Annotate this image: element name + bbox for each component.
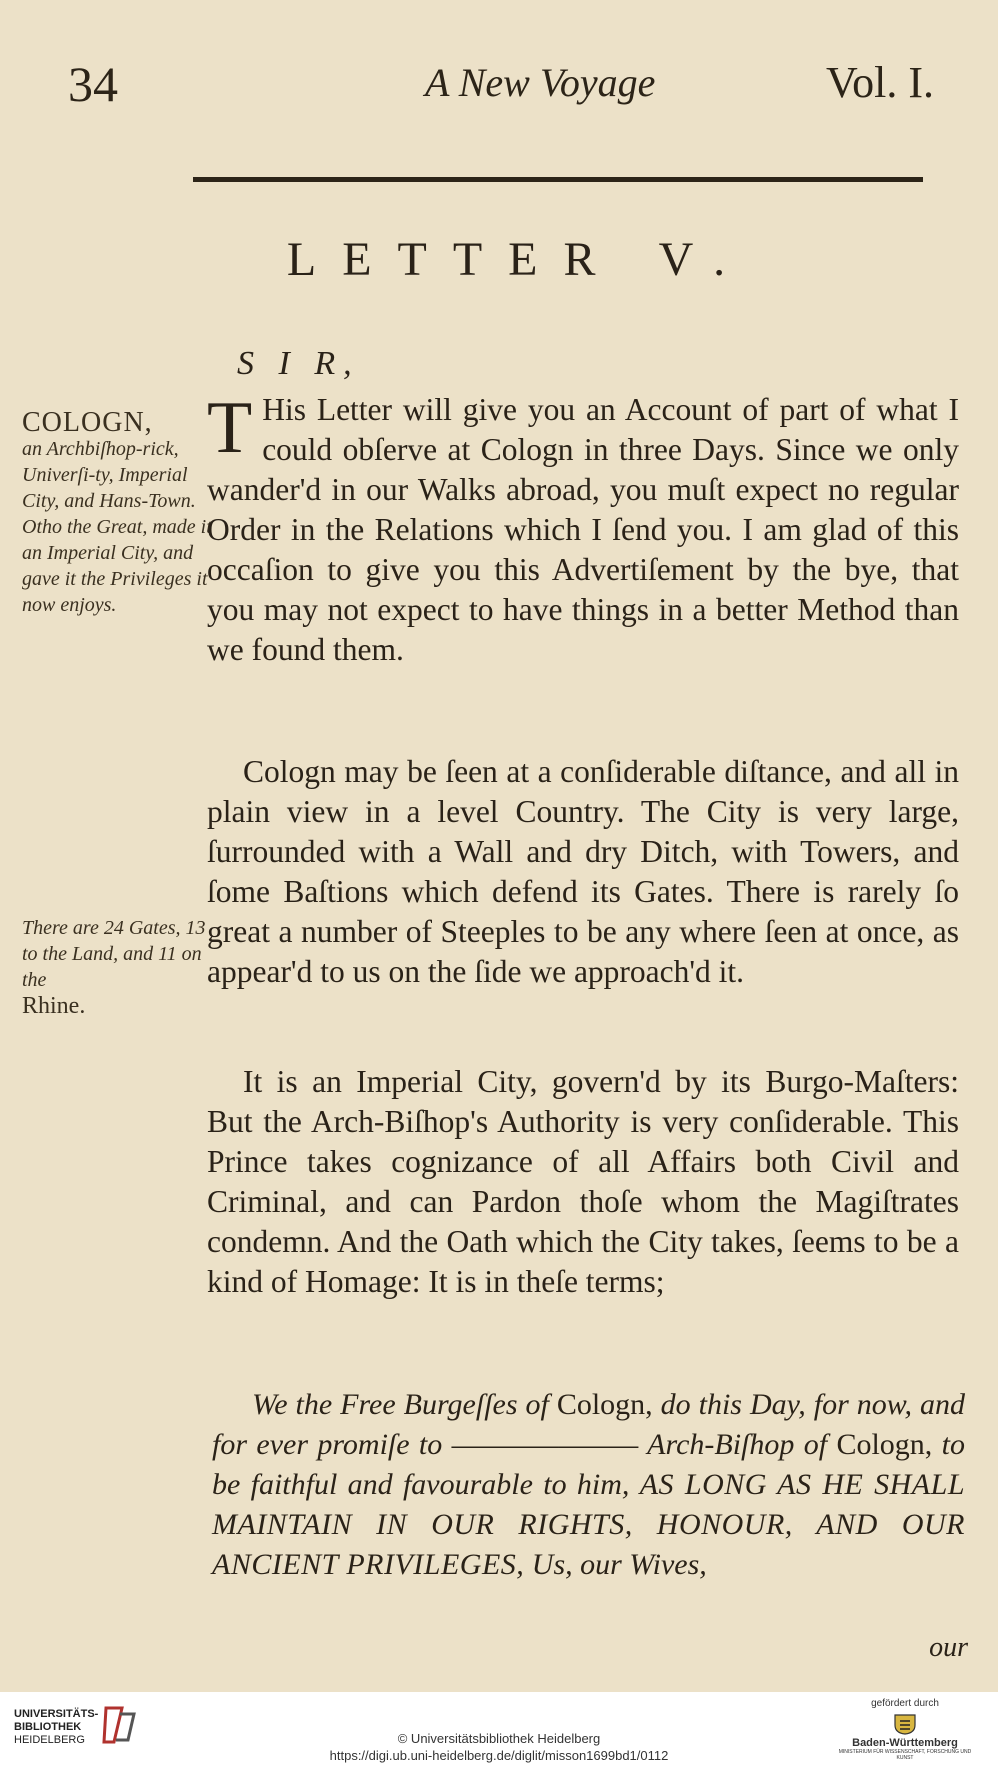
library-name-2: BIBLIOTHEK <box>14 1721 82 1733</box>
letter-title: LETTER V. <box>286 233 752 286</box>
margin-note-cologn <box>22 407 212 618</box>
header-rule <box>193 177 923 182</box>
paragraph-3: It is an Imperial City, govern'd by its Burgo-Maſters: But the Arch-Biſhop's Authority is very conſiderable. This Prince takes cognizance of all Affairs both Civil and Criminal, and can Pardon thoſe whom the Magiſtrates condemn. And the Oath which the City takes, ſeems to be a kind of Homage: It is in theſe terms; <box>207 1064 959 1299</box>
volume-label: Vol. I. <box>826 58 934 107</box>
paragraph-text: His Letter will give you an Account of part of what I could obſerve at Cologn in three Days. Since we only wander'd in our Walks abroad, you muſt expect no regular Order in the Relations which I ſend you. I am glad of this occaſion to give you this Advertiſement by the bye, that you may not expect to have things in a better Method than we found them. <box>207 392 959 667</box>
running-header <box>0 55 998 115</box>
funded-by-label: gefördert durch <box>871 1698 939 1709</box>
oath-text <box>212 1385 965 1585</box>
funder-block <box>830 1698 980 1761</box>
running-title: A New Voyage <box>425 60 656 105</box>
funder-subtitle: MINISTERIUM FÜR WISSENSCHAFT, FORSCHUNG UND KUNST <box>838 1749 972 1761</box>
oath-part: Us, our Wives, <box>531 1548 707 1581</box>
drop-cap: T <box>207 387 253 469</box>
margin-note-text: an Archbiſhop-rick, Univerſi-ty, Imperial City, and Hans-Town. Otho the Great, made it an Imperial City, and gave it the Privileges it now enjoys. <box>22 438 212 616</box>
funder-name: Baden-Württemberg <box>852 1737 958 1749</box>
library-name-3: HEIDELBERG <box>14 1734 85 1746</box>
paragraph-2: Cologn may be ſeen at a conſiderable diſtance, and all in plain view in a level Country. The City is very large, ſurrounded with a Wall and dry Ditch, with Towers, and ſome Baſtions which defend its Gates. There is rarely ſo great a number of Steeples to be any where ſeen at once, as appear'd to us on the ſide we approach'd it. <box>207 754 959 989</box>
footer-bar <box>0 1692 998 1765</box>
oath-cologn: Cologn, <box>556 1388 653 1421</box>
page-number: 34 <box>68 56 118 112</box>
coat-of-arms-icon <box>891 1713 919 1735</box>
catchword: our <box>929 1632 968 1663</box>
margin-note-gates <box>22 915 212 1019</box>
permalink[interactable]: https://digi.ub.uni-heidelberg.de/diglit/misson1699bd1/0112 <box>329 1748 669 1763</box>
oath-part: to be faithful and favourable to him, <box>212 1428 966 1501</box>
library-name-1: UNIVERSITÄTS- <box>14 1708 99 1720</box>
margin-note-text: There are 24 Gates, 13 to the Land, and 11 on the <box>22 917 206 991</box>
paragraph-1 <box>207 387 959 670</box>
copyright-text: © Universitätsbibliothek Heidelberg <box>397 1731 601 1746</box>
margin-note-head: COLOGN, <box>22 407 153 438</box>
oath-caps: AS LONG AS HE SHALL MAINTAIN IN OUR RIGHTS, HONOUR, AND OUR ANCIENT PRIVILEGES, <box>212 1468 965 1581</box>
oath-part: do this Day, for now, and for ever promiſe to ——————— Arch-Biſhop of <box>212 1388 966 1461</box>
margin-note-end: Rhine. <box>22 993 86 1019</box>
salutation: S I R, <box>237 345 360 382</box>
oath-part: We the Free Burgeſſes of <box>252 1388 549 1421</box>
oath-cologn: Cologn, <box>836 1428 933 1461</box>
